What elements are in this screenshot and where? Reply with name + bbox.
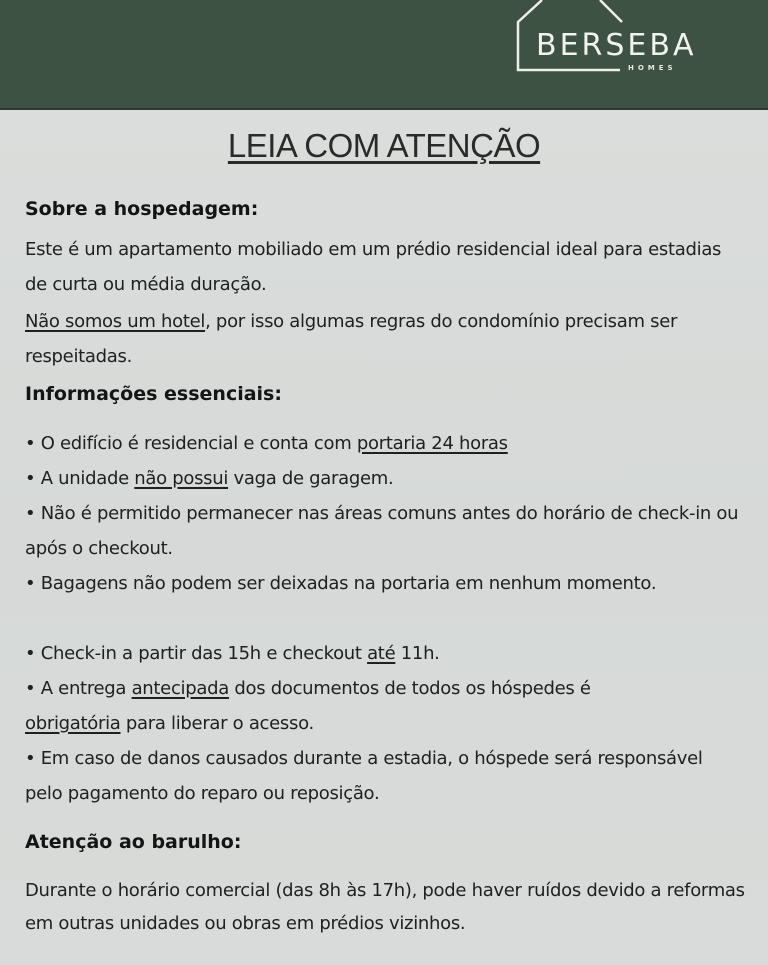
info-item-common-areas: • Não é permitido permanecer nas áreas comuns antes do horário de check-in ou após o checkout. xyxy=(25,503,739,559)
brand-name: BERSEBA xyxy=(536,28,697,63)
brand-subtitle: HOMES xyxy=(628,64,677,72)
info-item-damages: • Em caso de danos causados durante a estadia, o hóspede será responsável pelo pagamento do reparo ou reposição. xyxy=(25,748,703,804)
info-item-luggage: • Bagagens não podem ser deixadas na portaria em nenhum momento. xyxy=(25,573,657,594)
info-item-building: • O edifício é residencial e conta com portaria 24 horas xyxy=(25,433,508,454)
berseba-logo xyxy=(510,0,740,90)
info-item-checkin-checkout: • Check-in a partir das 15h e checkout até 11h. xyxy=(25,643,440,664)
noise-warning-paragraph: Durante o horário comercial (das 8h às 17h), pode haver ruídos devido a reformas em outras unidades ou obras em prédios vizinhos. xyxy=(25,880,745,934)
info-item-documents: • A entrega antecipada dos documentos de todos os hóspedes é obrigatória para liberar o acesso. xyxy=(25,678,591,734)
heading-essential-info: Informações essenciais: xyxy=(25,383,282,405)
page-title: LEIA COM ATENÇÃO xyxy=(227,127,541,164)
info-item-parking: • A unidade não possui vaga de garagem. xyxy=(25,468,394,489)
heading-about-stay: Sobre a hospedagem: xyxy=(25,198,259,220)
brand-header xyxy=(0,0,768,110)
not-a-hotel-emphasis: Não somos um hotel xyxy=(25,311,206,332)
about-stay-paragraph: Este é um apartamento mobiliado em um prédio residencial ideal para estadias de curta ou média duração. xyxy=(25,239,722,295)
not-a-hotel-paragraph: Não somos um hotel, por isso algumas regras do condomínio precisam ser respeitadas. xyxy=(25,311,678,367)
notice-page xyxy=(0,110,768,965)
heading-noise-warning: Atenção ao barulho: xyxy=(25,831,242,853)
